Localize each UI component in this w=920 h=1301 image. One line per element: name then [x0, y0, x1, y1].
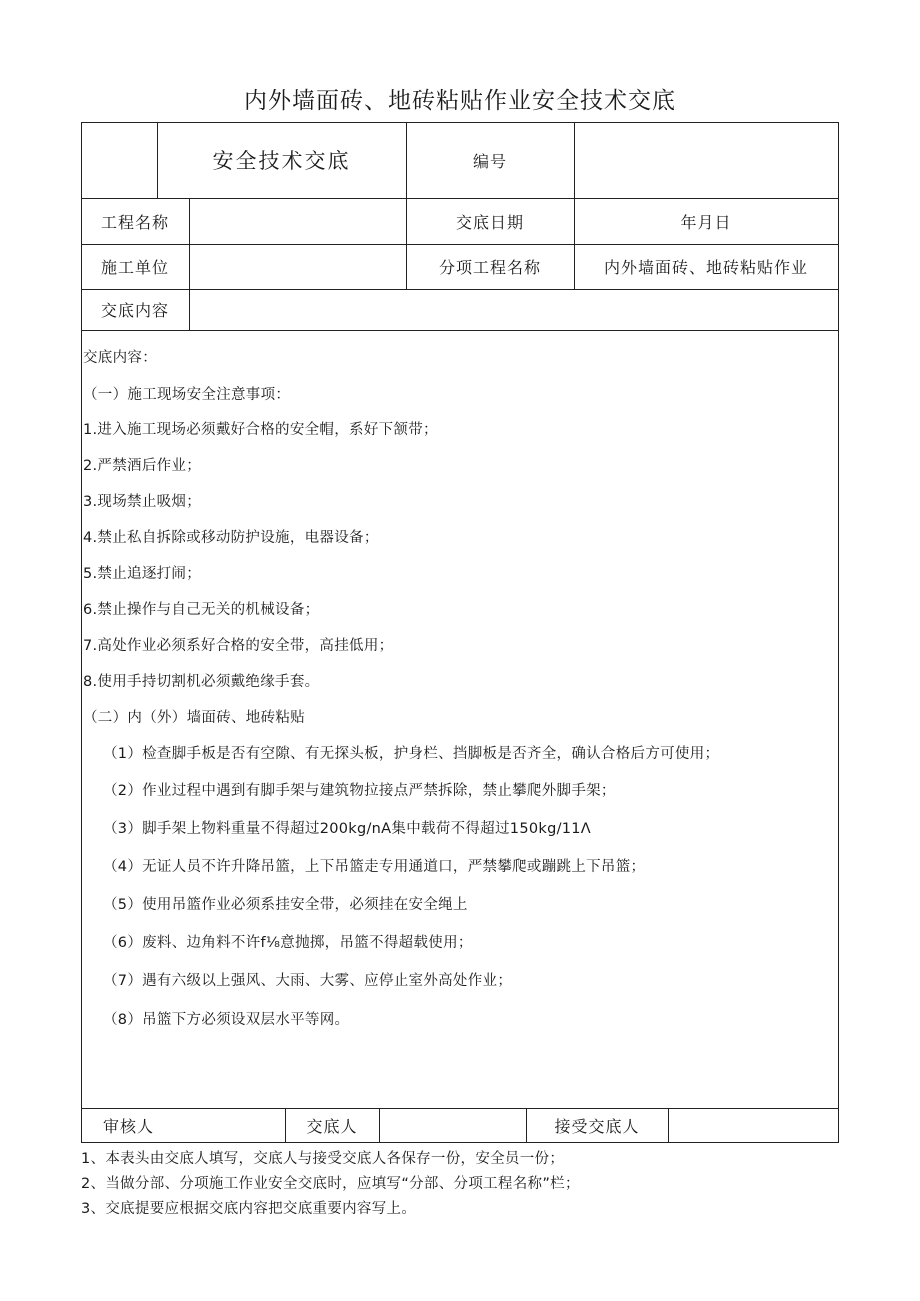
number-value[interactable]: [574, 122, 838, 198]
list-item: （1）检查脚手板是否有空隙、有无探头板，护身栏、挡脚板是否齐全，确认合格后方可使用；: [103, 746, 720, 762]
list-item: 5.禁止追逐打闹；: [83, 566, 202, 582]
content-intro: 交底内容：: [83, 350, 157, 366]
list-item: 4.禁止私自拆除或移动防护设施，电器设备；: [83, 530, 379, 546]
list-item: （7）遇有六级以上强风、大雨、大雾、应停止室外高处作业；: [103, 973, 513, 989]
footnote: 2、当做分部、分项施工作业安全交底时，应填写“分部、分项工程名称”栏；: [81, 1176, 580, 1192]
footnote: 1、本表头由交底人填写，交底人与接受交底人各保存一份，安全员一份；: [81, 1151, 565, 1167]
list-item: 7.高处作业必须系好合格的安全带，高挂低用；: [83, 638, 394, 654]
section-heading: （一）施工现场安全注意事项：: [83, 387, 291, 403]
discloser-label: 交底人: [306, 1116, 358, 1136]
list-item: （8）吊篮下方必须设双层水平等网。: [103, 1012, 350, 1028]
content-label: 交底内容: [100, 301, 169, 320]
list-item: 8.使用手持切割机必须戴绝缘手套。: [83, 674, 320, 690]
project-name-value[interactable]: [189, 198, 406, 244]
list-item: （5）使用吊篮作业必须系挂安全带，必须挂在安全绳上: [103, 897, 468, 913]
construction-unit-value[interactable]: [189, 244, 406, 289]
disclosure-form-table: [81, 122, 839, 1143]
doc-type-heading: 安全技术交底: [212, 149, 351, 173]
project-name-label: 工程名称: [100, 212, 169, 232]
construction-unit-label: 施工单位: [100, 258, 169, 277]
table-border-right: [838, 122, 839, 1143]
document-title: 内外墙面砖、地砖粘贴作业安全技术交底: [244, 88, 676, 114]
list-item: 2.严禁酒后作业；: [83, 458, 202, 474]
disclosure-date-label: 交底日期: [455, 212, 524, 232]
table-border-bottom: [81, 1142, 839, 1143]
number-label: 编号: [472, 151, 507, 171]
receiver-label: 接受交底人: [554, 1116, 640, 1136]
list-item: 1.进入施工现场必须戴好合格的安全帽，系好下颔带；: [83, 422, 438, 438]
row-divider: [81, 330, 839, 331]
discloser-signature[interactable]: [379, 1108, 526, 1142]
footnote: 3、交底提要应根据交底内容把交底重要内容写上。: [81, 1201, 417, 1217]
subitem-name-label: 分项工程名称: [438, 258, 541, 277]
list-item: （6）废料、边角料不许f⅛意抛掷，吊篮不得超载使用；: [103, 935, 473, 951]
subitem-name-value[interactable]: 内外墙面砖、地砖粘贴作业: [603, 258, 808, 277]
disclosure-date-value[interactable]: 年月日: [680, 212, 732, 232]
list-item: （3）脚手架上物料重量不得超过200kg/nA集中载荷不得超过150kg/11Λ: [103, 821, 592, 837]
list-item: （2）作业过程中遇到有脚手架与建筑物拉接点严禁拆除，禁止攀爬外脚手架；: [103, 783, 616, 799]
list-item: 3.现场禁止吸烟；: [83, 494, 202, 510]
list-item: 6.禁止操作与自己无关的机械设备；: [83, 602, 320, 618]
content-summary-value[interactable]: [189, 289, 838, 330]
list-item: （4）无证人员不许升降吊篮，上下吊篮走专用通道口，严禁攀爬或蹦跳上下吊篮；: [103, 859, 646, 875]
reviewer-label: 审核人: [103, 1116, 155, 1136]
receiver-signature[interactable]: [668, 1108, 838, 1142]
section-heading: （二）内（外）墙面砖、地砖粘贴: [83, 710, 305, 726]
